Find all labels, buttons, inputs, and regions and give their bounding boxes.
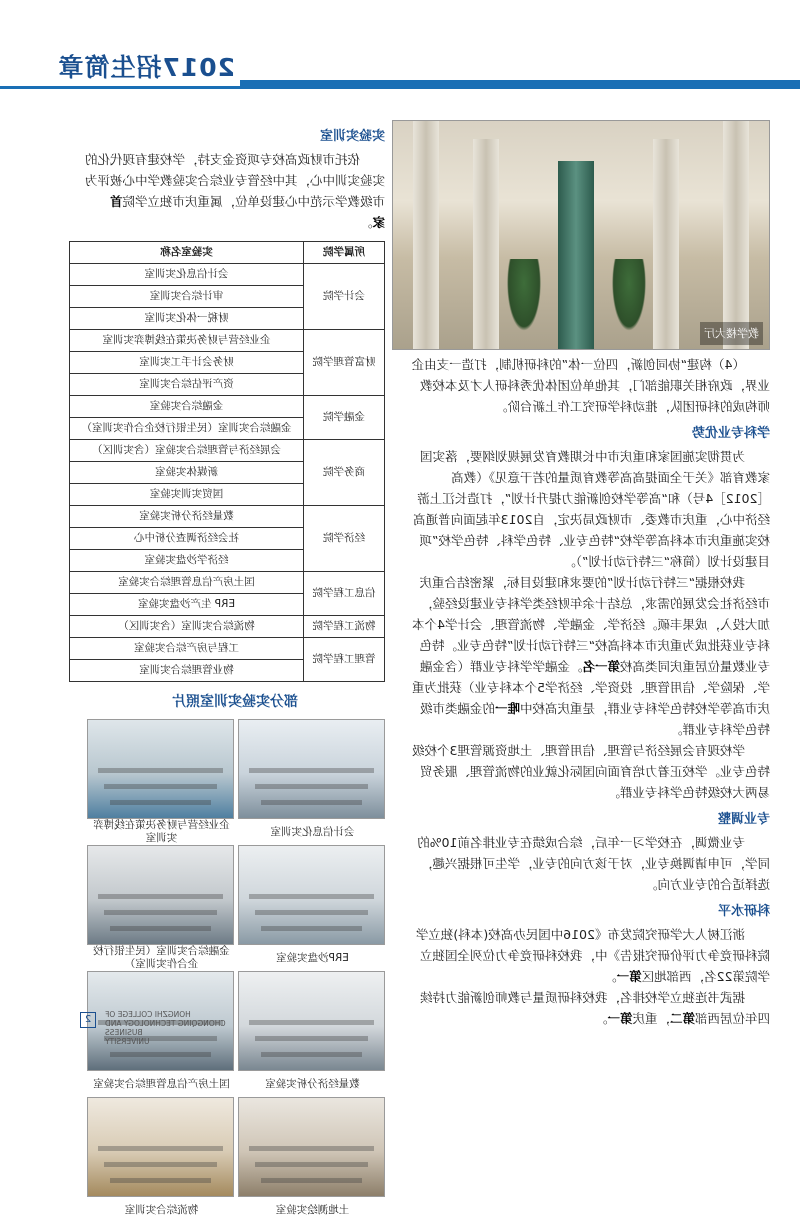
specialty-paragraph-3: 学校现有会展经济与管理、信用管理、土地资源管理3个校级特色专业。学校正着力培育面向国际化就业的物流管理、服务贸易两大校级特色学科专业群。 bbox=[412, 743, 770, 800]
lab-name-cell: 审计综合实训室 bbox=[70, 286, 304, 308]
desk-row bbox=[110, 1052, 211, 1057]
adjust-paragraph: 专业微调，在校学习一年后，综合成绩在专业排名前10%的同学，可申请调换专业，对于该方向的专业，学生可根据兴趣，选择适合的专业方向。 bbox=[417, 835, 770, 892]
desk-row bbox=[261, 926, 362, 931]
lab-name-cell: 财税一体化实训室 bbox=[70, 308, 304, 330]
intro-paragraph: （4）构建“协同创新，四位一体”的科研机制，打造一支由企业界，政府相关职能部门，其他单位团体优秀科研人才及本校教师构成的科研团队，推动科学研究工作上新台阶。 bbox=[411, 357, 770, 414]
header-rule bbox=[0, 86, 800, 89]
lab-photo-caption: 国土房产信息管理综合实验室 bbox=[93, 1077, 230, 1090]
table-header-college: 所属学院 bbox=[304, 242, 385, 264]
lab-photo bbox=[87, 845, 234, 945]
college-cell: 信息工程学院 bbox=[304, 572, 385, 616]
lab-name-cell: 国土房产信息管理综合实验室 bbox=[70, 572, 304, 594]
desk-row bbox=[110, 1178, 211, 1183]
page-number: 2 bbox=[80, 1012, 96, 1028]
lab-photo bbox=[87, 1097, 234, 1197]
gallery-title: 部分实验实训室照片 bbox=[172, 694, 298, 710]
lab-photo-caption: 物流综合实训室 bbox=[124, 1203, 199, 1216]
desk-row bbox=[110, 800, 211, 805]
gallery-item bbox=[240, 845, 385, 971]
lab-name-cell: 资产评估综合实训室 bbox=[70, 374, 304, 396]
lab-name-cell: 社会经济调查分析中心 bbox=[70, 528, 304, 550]
table-row bbox=[70, 506, 385, 528]
lab-table-body bbox=[70, 264, 385, 682]
lab-name-cell: 金融综合实验室 bbox=[70, 396, 304, 418]
gallery-item bbox=[89, 1097, 234, 1223]
table-row bbox=[70, 616, 385, 638]
desk-row bbox=[261, 1052, 362, 1057]
lab-photo-caption: 会计信息化实训室 bbox=[270, 825, 355, 838]
palm-tree bbox=[609, 259, 649, 339]
desk-row bbox=[255, 910, 368, 915]
desk-row bbox=[104, 910, 217, 915]
desk-row bbox=[98, 1146, 223, 1151]
research-title: 科研水平 bbox=[717, 904, 770, 919]
college-cell: 管理工程学院 bbox=[304, 638, 385, 682]
lab-name-cell: 物业管理综合实训室 bbox=[70, 660, 304, 682]
table-row bbox=[70, 638, 385, 660]
college-cell: 商务学院 bbox=[304, 440, 385, 506]
gallery-item bbox=[240, 719, 385, 845]
lab-photo-caption: 企业经营与财务决策在线博弈实训室 bbox=[93, 819, 230, 844]
desk-row bbox=[255, 1036, 368, 1041]
lab-photo-caption: ERP沙盘实验室 bbox=[276, 951, 349, 964]
adjust-title: 专业调整 bbox=[717, 812, 770, 827]
desk-row bbox=[255, 784, 368, 789]
lab-name-cell: 新媒体实验室 bbox=[70, 462, 304, 484]
lab-name-cell: 数量经济分析实验室 bbox=[70, 506, 304, 528]
lab-name-cell: 经济学沙盘实验室 bbox=[70, 550, 304, 572]
college-cell: 会计学院 bbox=[304, 264, 385, 330]
table-row bbox=[70, 572, 385, 594]
college-cell: 财富管理学院 bbox=[304, 330, 385, 396]
desk-row bbox=[249, 1020, 374, 1025]
page-title: 2017招生简章 bbox=[57, 53, 235, 82]
desk-row bbox=[104, 784, 217, 789]
lab-section-intro: 依托市财政高校专项资金支持，学校建有现代化的实验实训中心，其中经管专业综合实验教学中心被评为市级教学示范中心建设单位，属重庆市独立学院首家。 bbox=[84, 152, 385, 230]
lab-photo bbox=[238, 1097, 385, 1197]
lab-name-cell: 会计信息化实训室 bbox=[70, 264, 304, 286]
atrium-column bbox=[723, 121, 749, 349]
table-row bbox=[70, 264, 385, 286]
footer-school-name: HONGZHI COLLEGE OF CHONGQING TECHNOLOGY AND BUSINESS UNIVERSITY bbox=[105, 1010, 226, 1046]
table-row bbox=[70, 330, 385, 352]
lab-photo bbox=[238, 719, 385, 819]
table-row bbox=[70, 440, 385, 462]
gallery-item bbox=[240, 971, 385, 1097]
college-cell: 物流工程学院 bbox=[304, 616, 385, 638]
right-column bbox=[81, 120, 385, 1223]
table-header-lab: 实验室名称 bbox=[70, 242, 304, 264]
research-paragraph-2: 据武书连独立学校排名，我校科研质量与教师创新能力持续四年位居西部第二，重庆第一。 bbox=[419, 990, 770, 1026]
lab-name-cell: 企业经营与财务决策在线博弈实训室 bbox=[70, 330, 304, 352]
gallery-item bbox=[89, 719, 234, 845]
gallery-item bbox=[240, 1097, 385, 1223]
research-paragraph-1: 浙江树人大学研究院发布《2016中国民办高校(本科)独立学院科研竞争力评价研究报告》中，我校科研竞争力位列全国独立学院第22名，西部地区第一。 bbox=[415, 927, 770, 984]
lab-name-cell: 国贸实训实验室 bbox=[70, 484, 304, 506]
lab-photo bbox=[238, 845, 385, 945]
desk-row bbox=[98, 768, 223, 773]
desk-row bbox=[255, 1162, 368, 1167]
lab-photo bbox=[238, 971, 385, 1071]
table-row bbox=[70, 396, 385, 418]
glass-elevator bbox=[558, 161, 594, 349]
lab-photo-caption: 土地测绘实验室 bbox=[275, 1203, 350, 1216]
desk-row bbox=[104, 1162, 217, 1167]
specialty-title: 学科专业优势 bbox=[691, 426, 770, 441]
gallery-item bbox=[89, 845, 234, 971]
palm-tree bbox=[504, 259, 544, 339]
lab-name-cell: 金融综合实训室（民生银行校企合作实训室） bbox=[70, 418, 304, 440]
lab-table bbox=[69, 241, 385, 682]
photo-gallery bbox=[85, 719, 385, 1223]
desk-row bbox=[249, 768, 374, 773]
specialty-paragraph-2: 我校根据“三特行动计划”的要求和建设目标，紧密结合重庆市经济社会发展的需求，总结十余年财经类学科专业建设经验，加大投入，成果丰硕。经济学、金融学、物流管理、会计学4个本科专业获批成为重庆市本科高校“三特行动计划”特色专业。特色专业数量位居重庆同类高校第一名。金融学学科专业群（含金融学、保险学、信用管理、投资学、经济学5个本科专业）获批为重庆市高等学校特色学科专业群，是重庆高校中唯一的金融类市级特色学科专业群。 bbox=[412, 575, 770, 737]
atrium-column bbox=[473, 139, 499, 349]
lab-name-cell: 财务会计手工实训室 bbox=[70, 352, 304, 374]
atrium-photo-caption: 教学楼大厅 bbox=[700, 322, 763, 345]
lab-name-cell: ERP 生产沙盘实验室 bbox=[70, 594, 304, 616]
lab-photo-caption: 数量经济分析实验室 bbox=[265, 1077, 360, 1090]
lab-photo-caption: 金融综合实训室（民生银行校企合作实训室） bbox=[93, 945, 230, 970]
atrium-column bbox=[653, 139, 679, 349]
lab-name-cell: 会展经济与管理综合实验室（含实训区） bbox=[70, 440, 304, 462]
specialty-paragraph-1: 为贯彻实施国家和重庆市中长期教育发展规划纲要，落实国家教育部《关于全面提高高等教育质量的若干意见》（教高［2012］4号）和“高等学校创新能力提升计划”，打造长江上游经济中心，重庆市教委、市财政局决定，自2013年起面向普通高校实施重庆市本科高等学校“特色专业、特色学科、特色学校”项目建设计划（简称“三特行动计划”）。 bbox=[413, 449, 770, 569]
desk-row bbox=[98, 894, 223, 899]
atrium-column bbox=[413, 121, 439, 349]
desk-row bbox=[261, 800, 362, 805]
lab-name-cell: 物流综合实训室（含实训区） bbox=[70, 616, 304, 638]
desk-row bbox=[110, 926, 211, 931]
lab-photo bbox=[87, 719, 234, 819]
desk-row bbox=[249, 894, 374, 899]
atrium-photo bbox=[392, 120, 770, 350]
college-cell: 经济学院 bbox=[304, 506, 385, 572]
lab-section-title: 实验实训室 bbox=[319, 129, 385, 144]
desk-row bbox=[261, 1178, 362, 1183]
lab-name-cell: 工程与房产综合实验室 bbox=[70, 638, 304, 660]
left-column bbox=[410, 120, 770, 1029]
college-cell: 金融学院 bbox=[304, 396, 385, 440]
desk-row bbox=[249, 1146, 374, 1151]
